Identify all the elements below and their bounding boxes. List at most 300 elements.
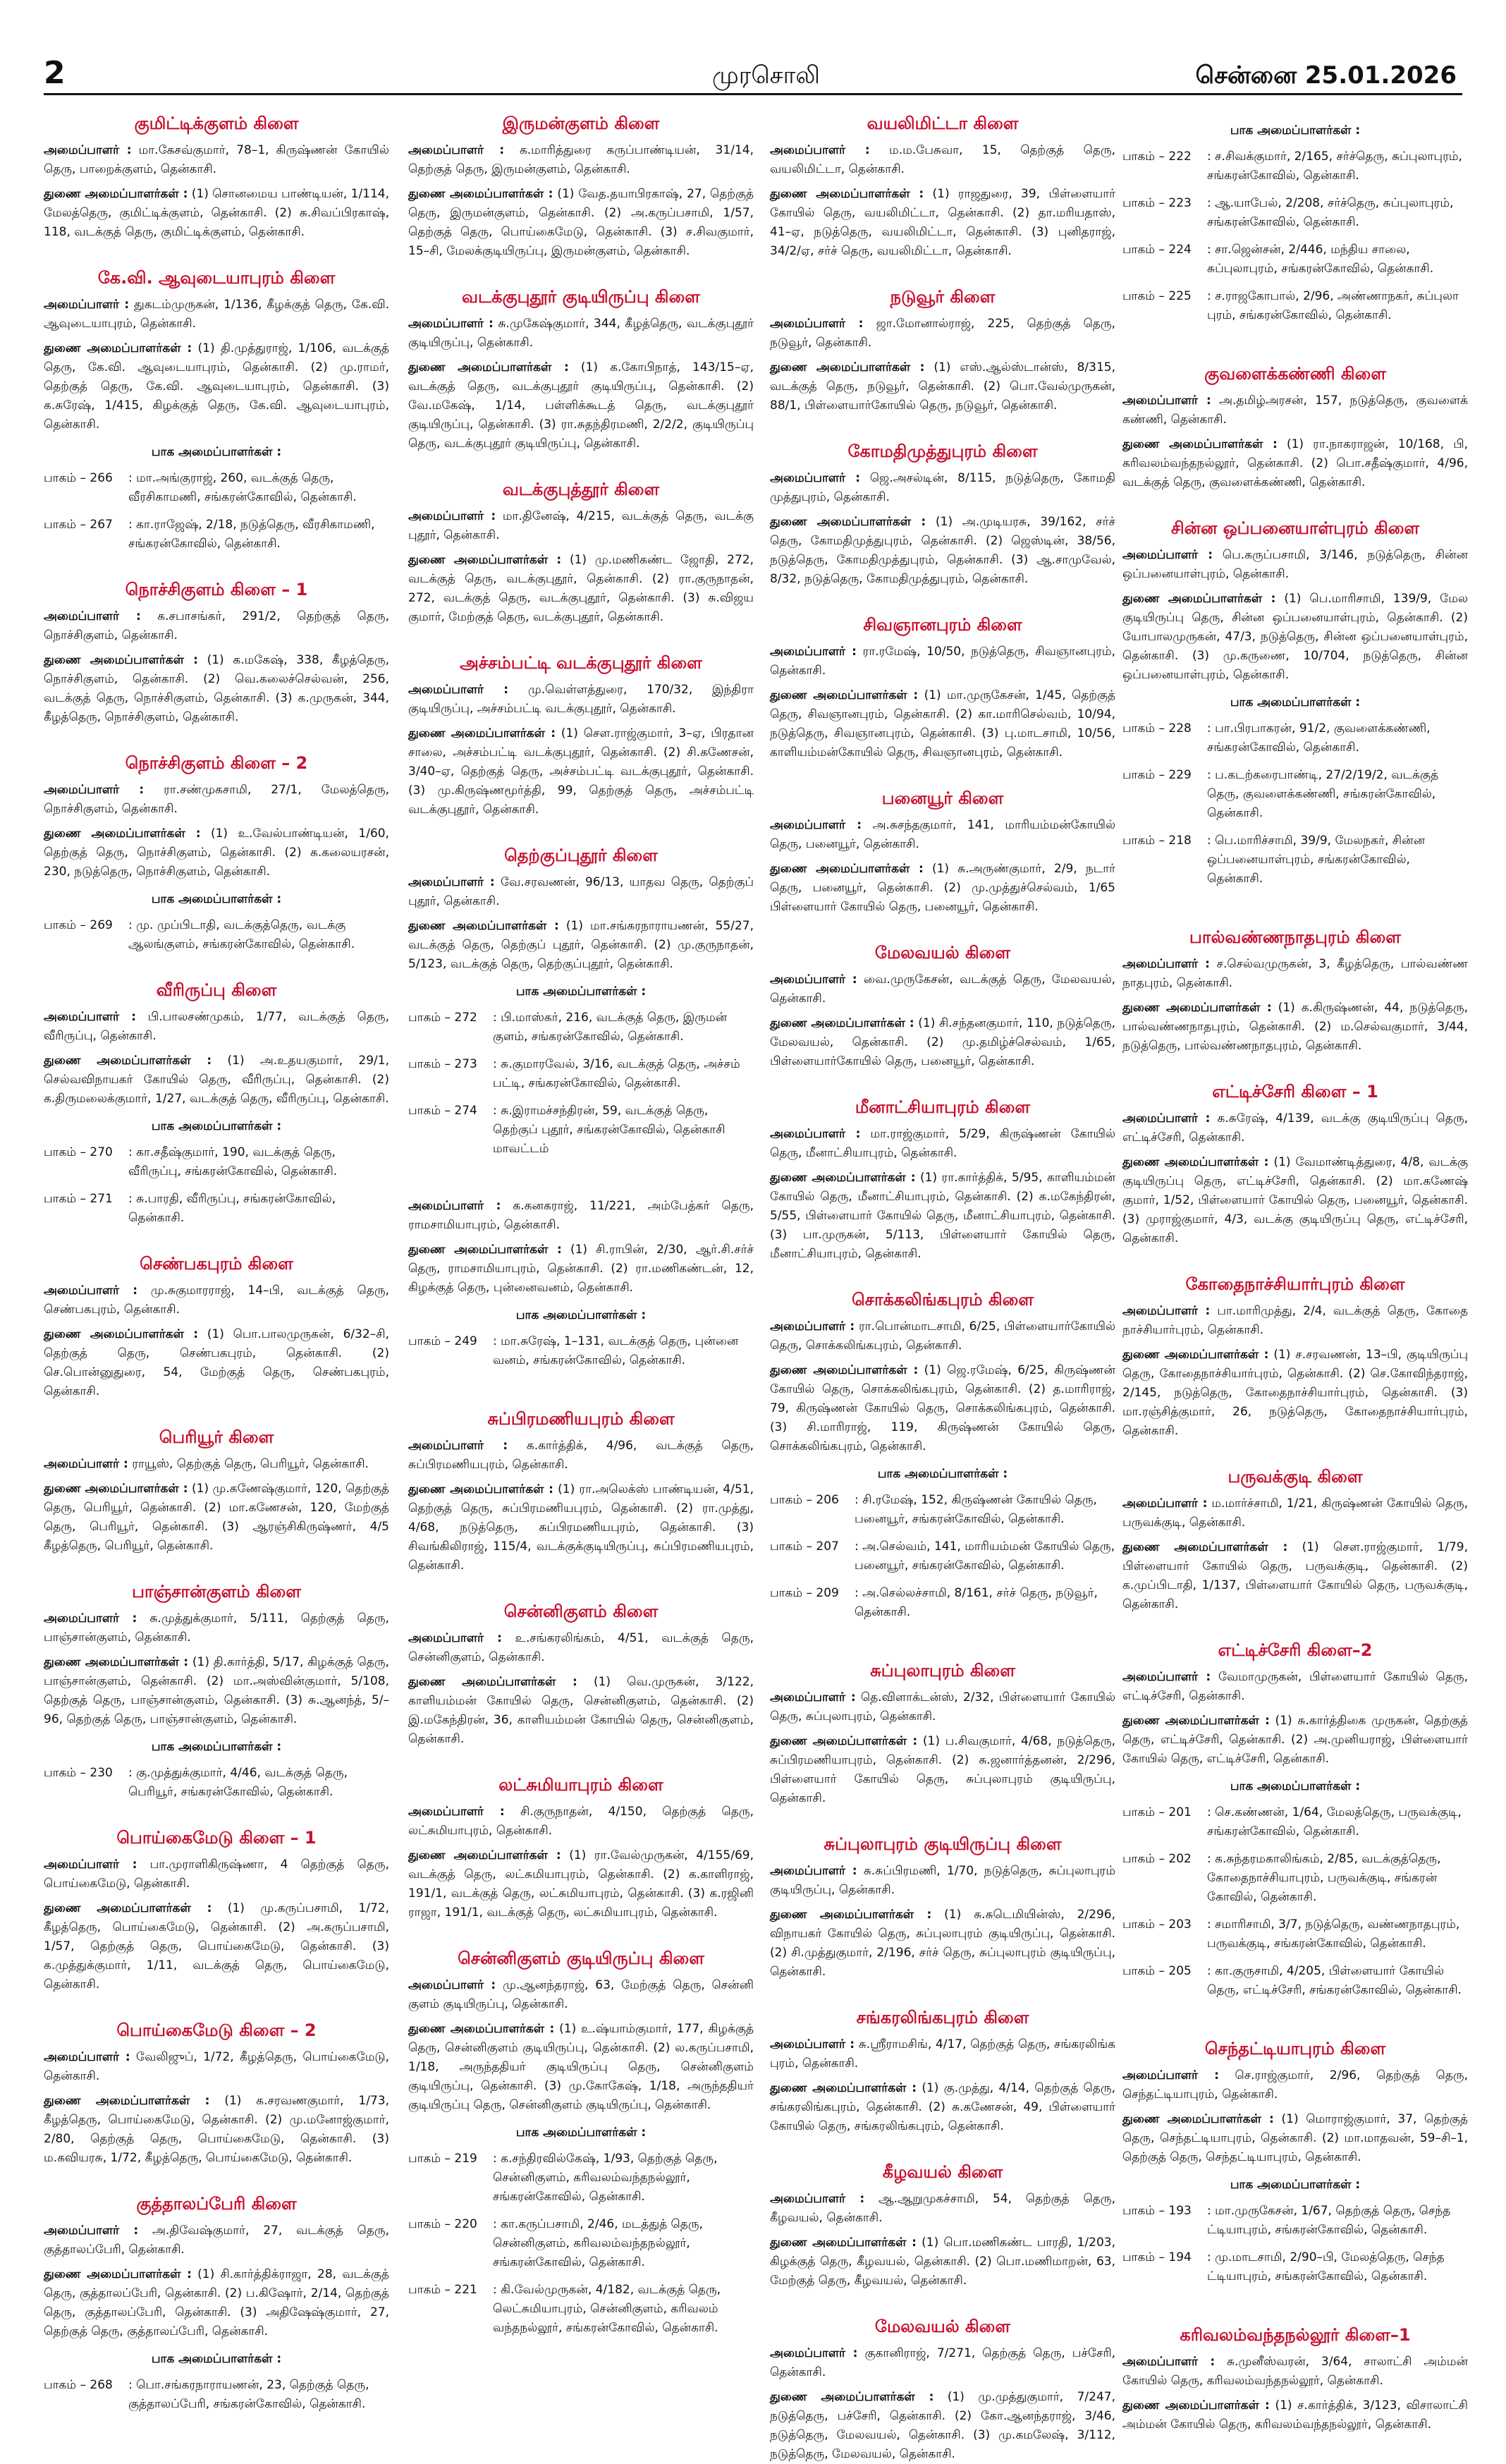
organiser-text: வை.முருகேசன், வடக்குத் தெரு, மேலவயல், தென்காசி. xyxy=(770,972,1115,1006)
organiser-label: அமைப்பாளர் : xyxy=(44,1457,128,1471)
column-2 xyxy=(408,113,754,2335)
part-organiser-row xyxy=(1122,287,1468,325)
organiser-entry xyxy=(408,681,754,719)
deputy-label: துணை அமைப்பாளர்கள் : xyxy=(408,360,569,374)
deputy-text: (1) சி.சந்தனகுமார், 110, நடுத்தெரு, மேலவயல், தென்காசி. (2) மு.தமிழ்ச்செல்வம், 1/65, பிள்ளையார்கோயில் தெரு, பனையூர், தென்காசி. xyxy=(770,1016,1116,1068)
part-organisers-heading: பாக அமைப்பாளர்கள் : xyxy=(151,2352,282,2366)
organiser-text: மு.சுகுமாரராஜ், 14–பி, வடக்குத் தெரு, செண்பகபுரம், தென்காசி. xyxy=(44,1283,390,1317)
organiser-text: க.கனகராஜ், 11/221, அம்பேத்கர் தெரு, ராமசாமியாபுரம், தென்காசி. xyxy=(408,1199,754,1232)
part-number: பாகம் – 268 xyxy=(44,2378,113,2392)
organiser-entry xyxy=(44,295,389,334)
deputy-organisers-entry xyxy=(770,1014,1115,1071)
deputy-text: (1) க.கிருஷ்ணன், 44, நடுத்தெரு, பால்வண்ணநாதபுரம், தென்காசி. (2) ம.செல்வகுமார், 3/44, நடுத்தெரு, பால்வண்ணநாதபுரம், தென்காசி. xyxy=(1122,1001,1469,1053)
organiser-text: பா.மாரிமுத்து, 2/4, வடக்குத் தெரு, கோதை நாச்சியார்புரம், தென்காசி. xyxy=(1122,1304,1469,1337)
organiser-entry xyxy=(770,816,1115,854)
deputy-organisers-entry xyxy=(770,358,1115,415)
part-organiser-text: : கா.கருப்பசாமி, 2/46, மடத்துத் தெரு, சென்னிகுளம், கரிவலம்வந்தநல்லூர், சங்கரன்கோவில், தென்காசி. xyxy=(493,2217,704,2269)
part-organiser-text: : பி.மாஸ்கர், 216, வடக்குத் தெரு, இருமன் குளம், சங்கரன்கோவில், தென்காசி. xyxy=(493,1011,728,1044)
deputy-text: (1) தி.முத்துராஜ், 1/106, வடக்குத் தெரு, கே.வி. ஆவுடையாபுரம், தென்காசி. (2) மு.ராமர், தெற்குத் தெரு, கே.வி. ஆவுடையாபுரம், தென்காசி. (3) க.சுரேஷ், 1/415, கிழக்குத் தெரு, கே.வி. ஆவுடையாபுரம், தென்காசி. xyxy=(44,341,390,432)
deputy-text: (1) ச.கார்த்திக், 3/123, விசாலாட்சி அம்மன் கோயில் தெரு, கரிவலம்வந்தநல்லூர், தென்காசி. xyxy=(1122,2398,1468,2432)
deputy-label: துணை அமைப்பாளர்கள் : xyxy=(770,688,919,702)
organiser-text: சு.ஸ்ரீராமசிங், 4/17, தெற்குத் தெரு, சங்கரலிங்க புரம், தென்காசி. xyxy=(770,2037,1115,2070)
branch-section xyxy=(44,1581,389,1802)
deputy-label: துணை அமைப்பாளர்கள் : xyxy=(770,1734,918,1748)
deputy-label: துணை அமைப்பாளர்கள் : xyxy=(44,2094,210,2108)
branch-title: தெற்குப்புதூர் கிளை xyxy=(504,846,658,865)
deputy-label: துணை அமைப்பாளர்கள் : xyxy=(44,653,198,667)
organiser-text: ச.செல்வமுருகன், 3, கீழத்தெரு, பால்வண்ண நாதபுரம், தென்காசி. xyxy=(1122,957,1469,990)
branch-title: பொய்கைமேடு கிளை – 2 xyxy=(116,2020,317,2040)
organiser-entry xyxy=(770,2190,1115,2228)
organiser-entry xyxy=(44,141,389,179)
deputy-label: துணை அமைப்பாளர்கள் : xyxy=(44,1901,212,1915)
organiser-entry xyxy=(770,642,1115,681)
branch-title: செந்தட்டியாபுரம் கிளை xyxy=(1204,2039,1386,2059)
part-organisers-heading: பாக அமைப்பாளர்கள் : xyxy=(151,1740,282,1754)
branch-title: சென்னிகுளம் குடியிருப்பு கிளை xyxy=(458,1948,704,1968)
branch-section xyxy=(1122,927,1468,1056)
branch-title: சிவஞானபுரம் கிளை xyxy=(863,615,1022,635)
deputy-label: துணை அமைப்பாளர்கள் : xyxy=(770,862,924,876)
organiser-entry xyxy=(44,1281,389,1319)
branch-title: எட்டிச்சேரி கிளை – 1 xyxy=(1212,1082,1378,1102)
part-number: பாகம் – 224 xyxy=(1122,243,1192,257)
branch-title: அச்சம்பட்டி வடக்குபுதூர் கிளை xyxy=(460,653,702,673)
branch-section xyxy=(770,1660,1115,1808)
deputy-label: துணை அமைப்பாளர்கள் : xyxy=(770,2390,934,2404)
deputy-text: (1) சு.சுடெமியின்ஸ், 2/296, விநாயகர் கோயில் தெரு, சுப்புலாபுரம் குடியிருப்பு, தென்காசி. (2) சி.முத்துகுமார், 2/196, சர்ச் தெரு, சுப்புலாபுரம் குடியிருப்பு, தென்காசி. xyxy=(770,1908,1116,1979)
organiser-entry xyxy=(770,2344,1115,2382)
organiser-text: ம.மார்ச்சாமி, 1/21, கிருஷ்ணன் கோயில் தெரு, பருவக்குடி, தென்காசி. xyxy=(1122,1496,1468,1530)
header-rule xyxy=(44,93,1462,95)
deputy-text: (1) மு.முத்துகுமார், 7/247, நடுத்தெரு, பச்சேரி, தென்காசி. (2) கோ.ஆனந்தராஜ், 3/46, நடுத்தெரு, மேலவயல், தென்காசி. (3) மு.கமலேஷ், 3/112, நடுத்தெரு, மேலவயல், தென்காசி. xyxy=(770,2390,1116,2461)
branch-section xyxy=(44,267,389,554)
organiser-label: அமைப்பாளர் : xyxy=(770,645,857,659)
organiser-entry xyxy=(44,1855,389,1893)
deputy-organisers-entry xyxy=(770,686,1115,762)
organiser-entry xyxy=(408,1803,754,1841)
part-organiser-text: : சு.பாரதி, வீரிருப்பு, சங்கரன்கோவில், தென்காசி. xyxy=(128,1192,336,1225)
organiser-label: அமைப்பாளர் : xyxy=(1122,1496,1208,1511)
deputy-text: (1) மா.சங்கரநாராயணன், 55/27, வடக்குத் தெரு, தெற்குப் புதூர், தென்காசி. (2) மு.குருநாதன், 5/123, வடக்குத் தெரு, தெற்குப்புதூர், தென்காசி. xyxy=(408,919,754,971)
part-organiser-row xyxy=(44,1143,389,1181)
deputy-organisers-entry xyxy=(408,917,754,974)
deputy-organisers-entry xyxy=(1122,1712,1468,1769)
organiser-text: மா.தினேஷ், 4/215, வடக்குத் தெரு, வடக்கு புதூர், தென்காசி. xyxy=(408,509,754,542)
deputy-text: (1) மா.முருகேசன், 1/45, தெற்குத் தெரு, சிவஞானபுரம், தென்காசி. (2) கா.மாரிசெல்வம், 10/94, நடுத்தெரு, சிவஞானபுரம், தென்காசி. (3) பு.மாடசாமி, 10/56, காளியம்மன்கோயில் தெரு, சிவஞானபுரம், தென்காசி. xyxy=(770,688,1116,760)
part-organiser-row xyxy=(1122,831,1468,889)
part-number: பாகம் – 206 xyxy=(770,1493,839,1507)
branch-title: கோதைநாச்சியார்புரம் கிளை xyxy=(1185,1274,1405,1294)
branch-title: குமிட்டிக்குளம் கிளை xyxy=(134,114,299,133)
organiser-label: அமைப்பாளர் : xyxy=(44,2224,139,2238)
deputy-organisers-entry xyxy=(408,2020,754,2115)
organiser-entry xyxy=(1122,955,1468,993)
organiser-label: அமைப்பாளர் : xyxy=(408,875,495,889)
deputy-label: துணை அமைப்பாளர்கள் : xyxy=(770,1908,932,1922)
organiser-entry xyxy=(770,2035,1115,2073)
branch-section xyxy=(1122,121,1468,325)
deputy-text: (1) அ.முடியரசு, 39/162, சர்ச் தெரு, கோமதிமுத்துபுரம், தென்காசி. (2) ஜெஸ்டின், 38/56, நடுத்தெரு, கோமதிமுத்துபுரம், தென்காசி. (3) ஆ.சாமுவேல், 8/32, நடுத்தெரு, கோமதிமுத்துபுரம், தென்காசி. xyxy=(770,515,1116,586)
deputy-text: (1) சி.கார்த்திக்ராஜா, 28, வடக்குத் தெரு, குத்தாலப்பேரி, தென்காசி. (2) ப.கிஷோர், 2/14, தெற்குத் தெரு, குத்தாலப்பேரி, தென்காசி. (3) அதிஷேஷ்குமார், 27, தெற்குத் தெரு, குத்தாலப்பேரி, தென்காசி. xyxy=(44,2267,389,2338)
part-organiser-text: : ச.சிவக்குமார், 2/165, சர்ச்தெரு, சுப்புலாபுரம், சங்கரன்கோவில், தென்காசி. xyxy=(1207,150,1462,183)
organiser-entry xyxy=(770,141,1115,179)
deputy-label: துணை அமைப்பாளர்கள் : xyxy=(770,2236,917,2250)
branch-title: வயலிமிட்டா கிளை xyxy=(867,114,1019,133)
deputy-label: துணை அமைப்பாளர்கள் : xyxy=(408,1848,561,1862)
organiser-label: அமைப்பாளர் : xyxy=(770,1690,856,1704)
branch-section xyxy=(408,1408,754,1575)
branch-section xyxy=(44,1253,389,1401)
branch-title: எட்டிச்சேரி கிளை–2 xyxy=(1218,1640,1373,1660)
organiser-label: அமைப்பாளர் : xyxy=(44,143,132,157)
part-organiser-text: : கா.ராஜேஷ், 2/18, நடுத்தெரு, வீரசிகாமணி, சங்கரன்கோவில், தென்காசி. xyxy=(128,518,375,551)
deputy-label: துணை அமைப்பாளர்கள் : xyxy=(408,1243,562,1257)
deputy-organisers-entry xyxy=(44,1325,389,1401)
part-number: பாகம் – 209 xyxy=(770,1586,839,1600)
organiser-text: மு.ஆனந்தராஜ், 63, மேற்குத் தெரு, சென்னி குளம் குடியிருப்பு, தென்காசி. xyxy=(408,1978,754,2011)
branch-title: செண்பகபுரம் கிளை xyxy=(140,1254,293,1274)
part-organiser-text: : க.சந்திரவில்கேஷ், 1/93, தெற்குத் தெரு, சென்னிகுளம், கரிவலம்வந்தநல்லூர், சங்கரன்கோவில், தென்காசி. xyxy=(493,2152,718,2204)
organiser-text: உ.சங்கரலிங்கம், 4/51, வடக்குத் தெரு, சென்னிகுளம், தென்காசி. xyxy=(408,1631,754,1664)
organiser-label: அமைப்பாளர் : xyxy=(44,783,145,797)
deputy-text: (1) சி.ராபின், 2/30, ஆர்.சி.சர்ச் தெரு, ராமசாமியாபுரம், தென்காசி. (2) ரா.மணிகண்டன், 12, கிழக்குத் தெரு, புன்னைவனம், தென்காசி. xyxy=(408,1243,754,1295)
deputy-text: (1) ரா.அலெக்ஸ் பாண்டியன், 4/51, தெற்குத் தெரு, சுப்பிரமணியபுரம், தென்காசி. (2) ரா.முத்து, 4/68, நடுத்தெரு, சுப்பிரமணியபுரம், தென்காசி. (3) சிவங்கிலிராஜ், 115/4, வடக்குக்குடியிருப்பு, சுப்பிரமணியபுரம், தென்காசி. xyxy=(408,1482,754,1573)
deputy-label: துணை அமைப்பாளர்கள் : xyxy=(1122,2112,1274,2126)
branch-title: இருமன்குளம் கிளை xyxy=(502,114,660,133)
organiser-entry xyxy=(770,1688,1115,1726)
deputy-text: (1) பெ.மாரிசாமி, 139/9, மேல குடியிருப்பு தெரு, சின்ன ஒப்பனையாள்புரம், தென்காசி. (2) யோபாலமுருகன், 47/3, நடுத்தெரு, சின்ன ஒப்பனையாள்புரம், தென்காசி. (3) மு.கருணை, 10/704, நடுத்தெரு, சின்ன ஒப்பனையாள்புரம், தென்காசி. xyxy=(1122,592,1468,682)
organiser-label: அமைப்பாளர் : xyxy=(1122,2355,1216,2369)
part-organiser-row xyxy=(408,2215,754,2272)
deputy-label: துணை அமைப்பாளர்கள் : xyxy=(770,1016,914,1030)
organiser-label: அமைப்பாளர் : xyxy=(44,1010,137,1024)
part-organiser-text: : ஆ.யாபேல், 2/208, சர்ச்தெரு, சுப்புலாபுரம், சங்கரன்கோவில், தென்காசி. xyxy=(1207,196,1454,229)
deputy-label: துணை அமைப்பாளர்கள் : xyxy=(770,2081,917,2095)
branch-section xyxy=(770,286,1115,415)
deputy-organisers-entry xyxy=(1122,1346,1468,1441)
branch-section xyxy=(44,113,389,242)
branch-title: சுப்புலாபுரம் கிளை xyxy=(870,1661,1015,1681)
deputy-organisers-entry xyxy=(44,1899,389,1994)
branch-section xyxy=(770,1097,1115,1264)
organiser-label: அமைப்பாளர் : xyxy=(44,609,141,623)
organiser-text: சு.சுப்பிரமணி, 1/70, நடுத்தெரு, சுப்புலாபுரம் குடியிருப்பு, தென்காசி. xyxy=(770,1864,1116,1897)
part-number: பாகம் – 203 xyxy=(1122,1917,1192,1932)
branch-section xyxy=(770,2316,1115,2464)
part-number: பாகம் – 221 xyxy=(408,2283,477,2297)
deputy-organisers-entry xyxy=(1122,2396,1468,2434)
organiser-label: அமைப்பாளர் : xyxy=(770,2192,865,2206)
part-organiser-row xyxy=(1122,240,1468,279)
deputy-text: (1) ப.சிவகுமார், 4/68, நடுத்தெரு, சுப்பிரமணியாபுரம், தென்காசி. (2) சு.ஜனார்த்தனன், 2/296, பிள்ளையார் கோயில் தெரு, சுப்புலாபுரம் குடியிருப்பு, தென்காசி. xyxy=(770,1734,1116,1805)
organiser-text: ரா.பொன்மாடசாமி, 6/25, பிள்ளையார்கோயில் தெரு, சொக்கலிங்கபுரம், தென்காசி. xyxy=(770,1319,1116,1353)
branch-title: பனையூர் கிளை xyxy=(881,788,1004,808)
deputy-text: (1) சு.கார்த்திகை முருகன், தெற்குத் தெரு, எட்டிச்சேரி, தென்காசி. (2) அ.முனியராஜ், பிள்ளையார் கோயில் தெரு, எட்டிச்சேரி, தென்காசி. xyxy=(1122,1714,1469,1766)
organiser-text: ரா.ரமேஷ், 10/50, நடுத்தெரு, சிவஞானபுரம், தென்காசி. xyxy=(770,645,1116,678)
deputy-label: துணை அமைப்பாளர்கள் : xyxy=(408,2022,555,2036)
organiser-text: குகானிராஜ், 7/271, தெற்குத் தெரு, பச்சேரி, தென்காசி. xyxy=(770,2346,1115,2379)
deputy-organisers-entry xyxy=(408,551,754,627)
organiser-entry xyxy=(770,970,1115,1008)
part-organiser-row xyxy=(408,2281,754,2338)
organiser-label: அமைப்பாளர் : xyxy=(1122,957,1210,971)
organiser-entry xyxy=(408,1976,754,2014)
branch-section xyxy=(408,113,754,261)
part-organiser-text: : சா.ஜென்சன், 2/446, மந்திய சாலை, சுப்புலாபுரம், சங்கரன்கோவில், தென்காசி. xyxy=(1207,243,1434,276)
deputy-text: (1) கு.முத்து, 4/14, தெற்குத் தெரு, சங்கரலிங்கபுரம், தென்காசி. (2) சு.கணேசன், 49, பிள்ளையார் கோயில் தெரு, சங்கரலிங்கபுரம், தென்காசி. xyxy=(770,2081,1115,2133)
organiser-text: க.கார்த்திக், 4/96, வடக்குத் தெரு, சுப்பிரமணியபுரம், தென்காசி. xyxy=(408,1439,754,1472)
part-organiser-text: : கு.முத்துக்குமார், 4/46, வடக்குத் தெரு, பெரியூர், சங்கரன்கோவில், தென்காசி. xyxy=(128,1766,348,1799)
organiser-entry xyxy=(44,1008,389,1046)
branch-title: வடக்குபுத்தூர் கிளை xyxy=(502,480,660,499)
organiser-entry xyxy=(408,315,754,353)
branch-title: மேலவயல் கிளை xyxy=(874,2317,1011,2336)
deputy-organisers-entry xyxy=(408,1673,754,1749)
deputy-label: துணை அமைப்பாளர்கள் : xyxy=(44,2267,192,2281)
part-organisers-heading: பாக அமைப்பாளர்கள் : xyxy=(1230,1779,1361,1793)
part-organisers-heading: பாக அமைப்பாளர்கள் : xyxy=(1230,695,1361,709)
branch-section xyxy=(1122,1640,1468,2000)
organiser-text: வே.சரவணன், 96/13, யாதவ தெரு, தெற்குப் புதூர், தென்காசி. xyxy=(408,875,754,908)
deputy-text: (1) வேமாண்டித்துரை, 4/8, வடக்கு குடியிருப்பு தெரு, எட்டிச்சேரி, தென்காசி. (2) மா.கணேஷ் குமார், 1/52, பிள்ளையார் கோயில் தெரு, பனையூர், தென்காசி. (3) முராஜ்குமார், 4/3, வடக்கு குடியிருப்பு தெரு, எட்டிச்சேரி, தென்காசி. xyxy=(1122,1155,1469,1245)
branch-title: கோமதிமுத்துபுரம் கிளை xyxy=(847,441,1038,461)
deputy-label: துணை அமைப்பாளர்கள் : xyxy=(1122,1714,1270,1728)
part-organiser-row xyxy=(1122,1803,1468,1841)
deputy-label: துணை அமைப்பாளர்கள் : xyxy=(44,1482,188,1496)
organiser-label: அமைப்பாளர் : xyxy=(770,972,857,987)
part-number: பாகம் – 230 xyxy=(44,1766,113,1780)
deputy-label: துணை அமைப்பாளர்கள் : xyxy=(1122,2398,1270,2413)
part-organiser-text: : அ.செல்லச்சாமி, 8/161, சர்ச் தெரு, நடுவூர், தென்காசி. xyxy=(855,1586,1098,1619)
part-organiser-text: : பா.பிரபாகரன், 91/2, குவளைக்கண்ணி, சங்கரன்கோவில், தென்காசி. xyxy=(1207,721,1431,755)
organiser-text: தெ.விளாக்டன்ஸ், 2/32, பிள்ளையார் கோயில் தெரு, சுப்புலாபுரம், தென்காசி. xyxy=(770,1690,1116,1724)
organiser-text: அ.சுசந்தகுமார், 141, மாரியம்மன்கோயில் தெரு, பனையூர், தென்காசி. xyxy=(770,818,1116,851)
organiser-text: ராயூஸ், தெற்குத் தெரு, பெரியூர், தென்காசி. xyxy=(132,1457,369,1471)
deputy-organisers-entry xyxy=(44,339,389,434)
part-number: பாகம் – 194 xyxy=(1122,2250,1192,2264)
branch-title: பால்வண்ணநாதபுரம் கிளை xyxy=(1189,927,1401,947)
branch-section xyxy=(408,1774,754,1922)
deputy-organisers-entry xyxy=(1122,2110,1468,2167)
deputy-organisers-entry xyxy=(44,1051,389,1109)
organiser-text: மு.வெள்ளத்துரை, 170/32, இந்திரா குடியிருப்பு, அச்சம்பட்டி வடக்குபுதூர், தென்காசி. xyxy=(408,683,754,716)
organiser-text: சு.முகேஷ்குமார், 344, கீழத்தெரு, வடக்குபுதூர் குடியிருப்பு, தென்காசி. xyxy=(408,317,754,350)
deputy-label: துணை அமைப்பாளர்கள் : xyxy=(408,1675,577,1689)
organiser-entry xyxy=(408,873,754,911)
deputy-organisers-entry xyxy=(770,1905,1115,1982)
organiser-label: அமைப்பாளர் : xyxy=(408,1978,496,1992)
organiser-text: பி.பாலசண்முகம், 1/77, வடக்குத் தெரு, வீரிருப்பு, தென்காசி. xyxy=(44,1010,390,1043)
organiser-label: அமைப்பாளர் : xyxy=(770,2346,858,2360)
branch-section xyxy=(44,1827,389,1994)
deputy-label: துணை அமைப்பாளர்கள் : xyxy=(44,1054,212,1068)
organiser-entry xyxy=(44,1609,389,1647)
deputy-organisers-entry xyxy=(770,2233,1115,2291)
part-organiser-row xyxy=(44,469,389,507)
part-organiser-row xyxy=(44,1764,389,1802)
organiser-entry xyxy=(770,315,1115,353)
deputy-text: (1) வேத.தயாபிரகாஷ், 27, தெற்குத் தெரு, இருமன்குளம், தென்காசி. (2) அ.கருப்பசாமி, 1/57, தெற்குத் தெரு, பொய்கைமேடு, தென்காசி. (3) ச.சிவகுமார், 15–சி, மேலக்குடியிருப்பு, இருமன்குளம், தென்காசி. xyxy=(408,187,754,258)
organiser-text: துகடம்முருகன், 1/136, கீழக்குத் தெரு, கே.வி. ஆவுடையாபுரம், தென்காசி. xyxy=(44,298,390,331)
branch-section xyxy=(770,1834,1115,1982)
part-number: பாகம் – 220 xyxy=(408,2217,477,2231)
part-organiser-text: : மா.அங்குராஜ், 260, வடக்குத் தெரு, வீரசிகாமணி, சங்கரன்கோவில், தென்காசி. xyxy=(128,471,357,504)
branch-section xyxy=(44,752,389,954)
branch-title: சின்ன ஒப்பனையாள்புரம் கிளை xyxy=(1170,518,1420,538)
organiser-text: அ.திவேஷ்குமார், 27, வடக்குத் தெரு, குத்தாலப்பேரி, தென்காசி. xyxy=(44,2224,390,2257)
part-organiser-row xyxy=(770,1584,1115,1622)
branch-title: மீனாட்சியாபுரம் கிளை xyxy=(855,1097,1031,1117)
branch-section xyxy=(408,1601,754,1749)
part-number: பாகம் – 270 xyxy=(44,1145,113,1159)
deputy-text: (1) ரா.கார்த்திக், 5/95, காளியம்மன் கோயில் தெரு, மீனாட்சியாபுரம், தென்காசி. (2) க.மகேந்திரன், 5/55, பிள்ளையார் கோயில் தெரு, மீனாட்சியாபுரம், தென்காசி. (3) பா.முருகன், 5/113, பிள்ளையார் கோயில் தெரு, மீனாட்சியாபுரம், தென்காசி. xyxy=(770,1171,1116,1261)
branch-section xyxy=(1122,2038,1468,2286)
part-organiser-row xyxy=(408,1008,754,1047)
organiser-label: அமைப்பாளர் : xyxy=(44,298,130,312)
branch-title: கீழவயல் கிளை xyxy=(882,2162,1003,2182)
branch-title: கே.வி. ஆவுடையாபுரம் கிளை xyxy=(97,268,336,288)
deputy-organisers-entry xyxy=(44,185,389,242)
organiser-text: சு.முனீஸ்வரன், 3/64, சாலாட்சி அம்மன் கோயில் தெரு, கரிவலம்வந்தநல்லூர், தென்காசி. xyxy=(1122,2355,1469,2388)
branch-section xyxy=(1122,2324,1468,2434)
part-organiser-text: : செ.கண்ணன், 1/64, மேலத்தெரு, பருவக்குடி, சங்கரன்கோவில், தென்காசி. xyxy=(1207,1805,1462,1838)
organiser-text: வேமாமுருகன், பிள்ளையார் கோயில் தெரு, எட்டிச்சேரி, தென்காசி. xyxy=(1122,1670,1469,1703)
deputy-organisers-entry xyxy=(1122,435,1468,492)
branch-title: சொக்கலிங்கபுரம் கிளை xyxy=(852,1290,1034,1310)
deputy-organisers-entry xyxy=(44,2265,389,2341)
part-organiser-text: : அ.செல்வம், 141, மாரியம்மன் கோயில் தெரு, பனையூர், சங்கரன்கோவில், தென்காசி. xyxy=(855,1539,1115,1573)
deputy-organisers-entry xyxy=(770,1361,1115,1456)
deputy-text: (1) ச.சரவணன், 13–பி, குடியிருப்பு தெரு, கோதைநாச்சியார்புரம், தென்காசி. (2) செ.கோவிந்தராஜ், 2/145, நடுத்தெரு, கோதைநாச்சியார்புரம், தென்காசி. (3) மா.ரஞ்சித்குமார், 26, நடுத்தெரு, கோதைநாச்சியார்புரம், தென்காசி. xyxy=(1122,1348,1469,1438)
branch-section xyxy=(770,113,1115,261)
organiser-label: அமைப்பாளர் : xyxy=(770,471,861,485)
deputy-text: (1) உ.ஷ்யாம்குமார், 177, கிழக்குத் தெரு, சென்னிகுளம் குடியிருப்பு, தென்காசி. (2) ல.கருப்பசாமி, 1/18, அருந்ததியர் குடியிருப்பு தெரு, சென்னிகுளம் குடியிருப்பு, தென்காசி. (3) மு.கோகேஷ், 1/18, அருந்ததியர் குடியிருப்பு தெரு, சென்னிகுளம் குடியிருப்பு, தென்காசி. xyxy=(408,2022,754,2112)
branch-section xyxy=(770,1289,1115,1622)
organiser-entry xyxy=(770,1125,1115,1163)
part-organiser-row xyxy=(408,2149,754,2207)
branch-section xyxy=(1122,1081,1468,1248)
organiser-label: அமைப்பாளர் : xyxy=(770,1319,855,1334)
deputy-label: துணை அமைப்பாளர்கள் : xyxy=(1122,1155,1269,1169)
part-organiser-row xyxy=(408,1332,754,1370)
deputy-label: துணை அமைப்பாளர்கள் : xyxy=(770,515,926,529)
deputy-text: (1) க.கோபிநாத், 143/15–ஏ, வடக்குத் தெரு, வடக்குபுதூர் குடியிருப்பு, தென்காசி. (2) வே.மகேஷ், 1/14, பள்ளிக்கூடத் தெரு, வடக்குபுதூர் குடியிருப்பு, தென்காசி. (3) ரா.சுதந்திரமணி, 2/2/2, குடியிருப்பு தெரு, வடக்குபுதூர் குடியிருப்பு, தென்காசி. xyxy=(408,360,754,451)
deputy-text: (1) மு.கருப்பசாமி, 1/72, கீழத்தெரு, பொய்கைமேடு, தென்காசி. (2) அ.கருப்பசாமி, 1/57, தெற்குத் தெரு, பொய்கைமேடு, தென்காசி. (3) க.முத்துக்குமார், 1/11, வடக்குத் தெரு, பொய்கைமேடு, தென்காசி. xyxy=(44,1901,390,1992)
organiser-text: மா.ராஜ்குமார், 5/29, கிருஷ்ணன் கோயில் தெரு, மீனாட்சியாபுரம், தென்காசி. xyxy=(770,1127,1116,1160)
part-organiser-text: : சமாரிசாமி, 3/7, நடுத்தெரு, வண்ணநாதபுரம், பருவக்குடி, சங்கரன்கோவில், தென்காசி. xyxy=(1207,1917,1460,1951)
part-organisers-heading: பாக அமைப்பாளர்கள் : xyxy=(151,445,282,459)
branch-section xyxy=(44,2020,389,2168)
part-organiser-text: : ப.கடற்கரைபாண்டி, 27/2/19/2, வடக்குத் தெரு, குவளைக்கண்ணி, சங்கரன்கோவில், தென்காசி. xyxy=(1207,768,1439,820)
branch-title: சென்னிகுளம் கிளை xyxy=(503,1602,659,1621)
organiser-entry xyxy=(1122,1302,1468,1340)
deputy-organisers-entry xyxy=(408,724,754,819)
organiser-label: அமைப்பாளர் : xyxy=(44,2050,130,2064)
organiser-label: அமைப்பாளர் : xyxy=(44,1283,138,1298)
organiser-label: அமைப்பாளர் : xyxy=(44,1611,137,1626)
part-organisers-heading: பாக அமைப்பாளர்கள் : xyxy=(1230,2178,1361,2192)
organiser-entry xyxy=(44,607,389,645)
branch-title: வடக்குபுதூர் குடியிருப்பு கிளை xyxy=(462,287,700,307)
organiser-text: சி.குருநாதன், 4/150, தெற்குத் தெரு, லட்சுமியாபுரம், தென்காசி. xyxy=(408,1805,754,1838)
column-1 xyxy=(44,113,390,2411)
organiser-entry xyxy=(1122,546,1468,584)
deputy-organisers-entry xyxy=(408,1846,754,1922)
organiser-text: பெ.கருப்பசாமி, 3/146, நடுத்தெரு, சின்ன ஒப்பனையாள்புரம், தென்காசி. xyxy=(1122,548,1468,581)
branch-section xyxy=(770,788,1115,917)
newspaper-name: முரசொலி xyxy=(712,61,820,90)
branch-title: பெரியூர் கிளை xyxy=(159,1427,274,1447)
deputy-text: (1) சௌ.ராஜ்குமார், 3–ஏ, பிரதான சாலை, அச்சம்பட்டி வடக்குபுதூர், தென்காசி. (2) சி.கணேசன், 3/40–ஏ, தெற்குத் தெரு, அச்சம்பட்டி வடக்குபுதூர், தென்காசி. (3) மு.கிருஷ்ணமூர்த்தி, 99, தெற்குத் தெரு, அச்சம்பட்டி வடக்குபுதூர், தென்காசி. xyxy=(408,726,754,817)
organiser-text: அ.தமிழ்அரசன், 157, நடுத்தெரு, குவளைக் கண்ணி, தென்காசி. xyxy=(1122,394,1469,427)
deputy-label: துணை அமைப்பாளர்கள் : xyxy=(770,1171,916,1185)
deputy-text: (1) மு.கணேஷ்குமார், 120, தெற்குத் தெரு, பெரியூர், தென்காசி. (2) மா.கணேசன், 120, மேற்குத் தெரு, பெரியூர், தென்காசி. (3) ஆரஞ்சிகிருஷ்ணர், 4/5 கீழத்தெரு, பெரியூர், தென்காசி. xyxy=(44,1482,389,1553)
branch-title: நடுவூர் கிளை xyxy=(890,287,996,307)
deputy-organisers-entry xyxy=(44,2092,389,2168)
branch-title: லட்சுமியாபுரம் கிளை xyxy=(498,1775,663,1795)
deputy-text: (1) உ.வேல்பாண்டியன், 1/60, தெற்குத் தெரு, நொச்சிகுளம், தென்காசி. (2) க.கலையரசன், 230, நடுத்தெரு, நொச்சிகுளம், தென்காசி. xyxy=(44,827,389,879)
branch-title: மேலவயல் கிளை xyxy=(874,943,1011,963)
part-organisers-heading: பாக அமைப்பாளர்கள் : xyxy=(515,2125,647,2140)
deputy-text: (1) க.மகேஷ், 338, கீழத்தெரு, நொச்சிகுளம், தென்காசி. (2) வெ.கலைச்செல்வன், 256, வடக்குத் தெரு, நொச்சிகுளம், தென்காசி. (3) க.முருகன், 344, கீழத்தெரு, நொச்சிகுளம், தென்காசி. xyxy=(44,653,389,724)
deputy-label: துணை அமைப்பாளர்கள் : xyxy=(408,553,562,567)
branch-section xyxy=(408,479,754,627)
deputy-text: (1) எஸ்.ஆல்ஸ்டான்ஸ், 8/315, வடக்குத் தெரு, நடுவூர், தென்காசி. (2) பொ.வேல்முருகன், 88/1, பிள்ளையார்கோயில் தெரு, நடுவூர், தென்காசி. xyxy=(770,360,1116,413)
part-organiser-row xyxy=(44,1190,389,1228)
part-organiser-row xyxy=(44,2376,389,2414)
part-organiser-text: : பெ.மாரிச்சாமி, 39/9, மேலநகர், சின்ன ஒப்பனையாள்புரம், சங்கரன்கோவில், தென்காசி. xyxy=(1207,834,1426,886)
part-organiser-row xyxy=(44,516,389,554)
page-number: 2 xyxy=(44,55,66,91)
deputy-label: துணை அமைப்பாளர்கள் : xyxy=(44,1327,199,1341)
deputy-organisers-entry xyxy=(1122,1153,1468,1248)
deputy-organisers-entry xyxy=(44,1480,389,1556)
deputy-text: (1) பொ.பாலமுருகன், 6/32–சி, தெற்குத் தெரு, செண்பகபுரம், தென்காசி. (2) செ.பொன்னுதுரை, 54, மேற்குத் தெரு, செண்பகபுரம், தென்காசி. xyxy=(44,1327,389,1398)
part-number: பாகம் – 267 xyxy=(44,518,113,532)
branch-title: சங்கரலிங்கபுரம் கிளை xyxy=(856,2008,1029,2027)
deputy-label: துணை அமைப்பாளர்கள் : xyxy=(770,1363,919,1377)
branch-title: நொச்சிகுளம் கிளை – 2 xyxy=(125,753,308,773)
part-organiser-row xyxy=(1122,194,1468,232)
part-organisers-heading: பாக அமைப்பாளர்கள் : xyxy=(515,984,647,999)
organiser-entry xyxy=(1122,2353,1468,2391)
branch-title: சுப்புலாபுரம் குடியிருப்பு கிளை xyxy=(824,1834,1062,1854)
deputy-organisers-entry xyxy=(770,1169,1115,1264)
organiser-entry xyxy=(44,1455,389,1474)
organiser-entry xyxy=(408,1629,754,1667)
deputy-label: துணை அமைப்பாளர்கள் : xyxy=(408,919,559,933)
dateline: சென்னை 25.01.2026 xyxy=(1195,61,1457,90)
organiser-entry xyxy=(44,2048,389,2086)
part-organiser-text: : கா.சதீஷ்குமார், 190, வடக்குத் தெரு, வீரிருப்பு, சங்கரன்கோவில், தென்காசி. xyxy=(128,1145,338,1178)
organiser-text: க.மாரித்துரை கருப்பாண்டியன், 31/14, தெற்குத் தெரு, இருமன்குளம், தென்காசி. xyxy=(408,143,754,176)
page-body xyxy=(44,113,1469,2461)
part-number: பாகம் – 274 xyxy=(408,1104,477,1118)
organiser-entry xyxy=(1122,391,1468,429)
part-organiser-text: : சு.இராமச்சந்திரன், 59, வடக்குத் தெரு, தெற்குப் புதூர், சங்கரன்கோவில், தென்காசி மாவட்டம் xyxy=(493,1104,726,1156)
organiser-entry xyxy=(1122,1668,1468,1706)
deputy-label: துணை அமைப்பாளர்கள் : xyxy=(1122,437,1278,451)
deputy-organisers-entry xyxy=(408,185,754,261)
deputy-organisers-entry xyxy=(770,1732,1115,1808)
organiser-entry xyxy=(408,507,754,545)
branch-section xyxy=(44,980,389,1228)
organiser-label: அமைப்பாளர் : xyxy=(770,2037,855,2051)
deputy-organisers-entry xyxy=(1122,590,1468,685)
deputy-organisers-entry xyxy=(44,1653,389,1729)
deputy-text: (1) வெ.முருகன், 3/122, காளியம்மன் கோயில் தெரு, சென்னிகுளம், தென்காசி. (2) இ.மகேந்திரன், 36, காளியம்மன் கோயில் தெரு, சென்னிகுளம், தென்காசி. xyxy=(408,1675,754,1746)
